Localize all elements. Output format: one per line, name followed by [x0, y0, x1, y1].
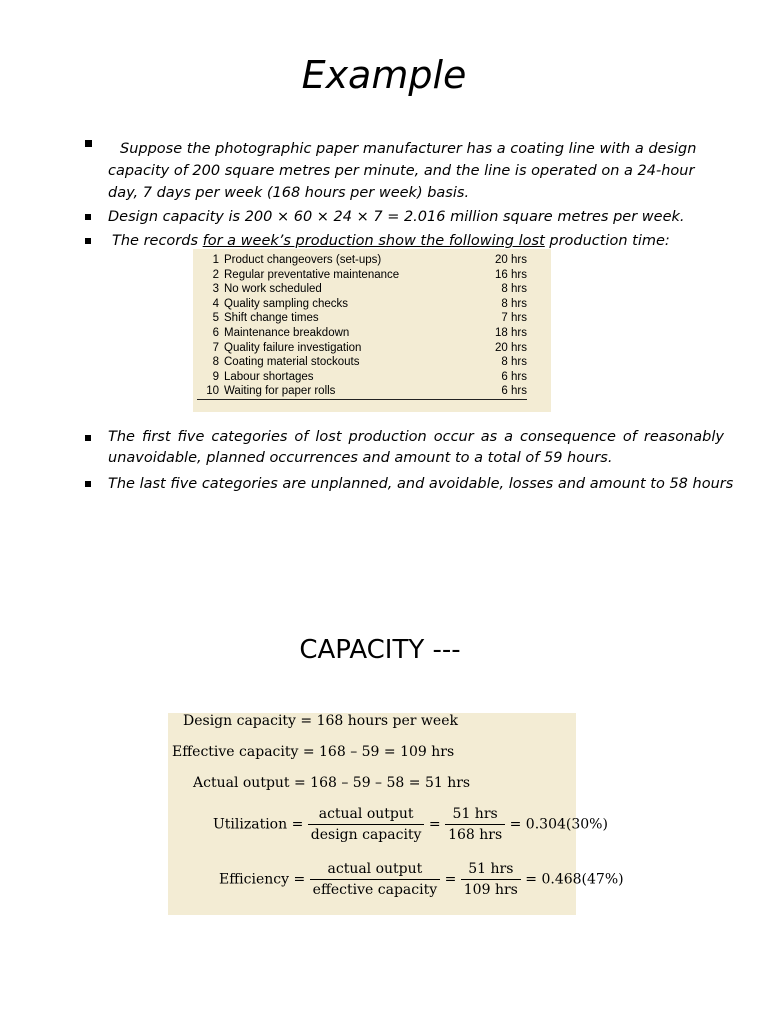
fraction-numerator: actual output: [308, 804, 425, 825]
row-number: 2: [212, 268, 219, 281]
capacity-formulas: [168, 713, 624, 915]
equals-sign: =: [444, 871, 457, 888]
efficiency-fraction-values: [461, 859, 521, 900]
row-hours: 6 hrs: [501, 385, 527, 398]
square-bullet-icon: [85, 214, 91, 220]
bullet-text: The records for a week’s production show the following lost production time:: [112, 233, 670, 249]
square-bullet-icon: [85, 435, 91, 441]
bullet-text: Design capacity is 200 × 60 × 24 × 7 = 2.016 million square metres per week.: [108, 209, 685, 225]
row-hours: 18 hrs: [495, 326, 527, 339]
row-hours: 7 hrs: [501, 312, 527, 325]
row-number: 5: [212, 312, 219, 325]
lost-time-row: [197, 268, 527, 283]
row-label: Waiting for paper rolls: [224, 385, 336, 398]
efficiency-fraction-words: [310, 859, 440, 900]
lost-time-row: [197, 311, 527, 326]
row-hours: 20 hrs: [495, 341, 527, 354]
row-label: Maintenance breakdown: [224, 326, 350, 339]
row-label: No work scheduled: [224, 283, 322, 296]
fraction-numerator: actual output: [310, 859, 440, 880]
lost-time-row: [197, 370, 527, 385]
bullet-item: [84, 206, 724, 228]
equals-sign: =: [428, 816, 441, 833]
utilization-fraction-values: [445, 804, 505, 845]
fraction-denominator: design capacity: [310, 827, 422, 843]
fraction-denominator: 168 hrs: [448, 827, 503, 843]
row-number: 8: [212, 356, 219, 369]
row-hours: 8 hrs: [501, 356, 527, 369]
lost-time-row: [197, 341, 527, 356]
analysis-bullet-list: [84, 427, 734, 495]
row-number: 1: [212, 254, 219, 266]
fraction-numerator: 51 hrs: [445, 804, 505, 825]
lost-time-row: [197, 355, 527, 370]
square-bullet-icon: [85, 238, 91, 244]
square-bullet-icon: [85, 140, 92, 147]
row-label: Coating material stockouts: [224, 356, 360, 369]
bullet-item: [84, 138, 724, 204]
actual-output-formula: Actual output = 168 – 59 – 58 = 51 hrs: [193, 775, 471, 791]
fraction-denominator: 109 hrs: [463, 882, 518, 898]
row-number: 7: [212, 341, 219, 354]
efficiency-result: = 0.468(47%): [525, 871, 624, 888]
lost-time-row: [197, 326, 527, 341]
effective-capacity-formula: Effective capacity = 168 – 59 = 109 hrs: [172, 744, 455, 760]
row-label: Quality sampling checks: [224, 297, 348, 310]
efficiency-label: Efficiency =: [219, 871, 306, 888]
row-number: 4: [212, 297, 219, 310]
design-capacity-formula: Design capacity = 168 hours per week: [183, 713, 458, 729]
row-label: Shift change times: [224, 312, 319, 325]
bullet-text: Suppose the photographic paper manufacturer has a coating line with a design capacity of 200 square metres per minute, and the line is operated on a 24-hour day, 7 days per week (168 hours per week) basis.: [108, 141, 697, 201]
bullet-item: [84, 427, 724, 469]
lost-time-row: [197, 297, 527, 312]
row-hours: 8 hrs: [501, 283, 527, 296]
row-number: 10: [206, 385, 219, 398]
row-label: Regular preventative maintenance: [224, 268, 400, 281]
slide-title: Example: [301, 53, 467, 97]
fraction-denominator: effective capacity: [312, 882, 438, 898]
utilization-result: = 0.304(30%): [509, 816, 608, 833]
capacity-heading: CAPACITY ---: [299, 635, 461, 665]
row-label: Labour shortages: [224, 370, 314, 383]
lost-time-row: [197, 253, 527, 268]
row-number: 6: [212, 326, 219, 339]
bullet-text: The last five categories are unplanned, and avoidable, losses and amount to 58 hours: [108, 476, 734, 492]
row-label: Product changeovers (set-ups): [224, 254, 382, 266]
square-bullet-icon: [85, 481, 91, 487]
utilization-fraction-words: [308, 804, 425, 845]
lost-production-table: [193, 249, 551, 412]
row-hours: 8 hrs: [501, 297, 527, 310]
row-hours: 20 hrs: [495, 254, 527, 266]
intro-bullet-list: [84, 138, 724, 252]
utilization-label: Utilization =: [213, 816, 304, 833]
row-number: 3: [212, 283, 219, 296]
lost-time-row: [197, 282, 527, 297]
bullet-item: [84, 473, 734, 495]
fraction-numerator: 51 hrs: [461, 859, 521, 880]
bullet-text: The first five categories of lost production occur as a consequence of reasonably unavoidable, planned occurrences and amount to a total of 59 hours.: [108, 429, 724, 466]
utilization-formula: [213, 804, 608, 845]
row-hours: 6 hrs: [501, 370, 527, 383]
row-label: Quality failure investigation: [224, 341, 362, 354]
row-number: 9: [212, 370, 219, 383]
efficiency-formula: [219, 859, 624, 900]
row-hours: 16 hrs: [495, 268, 527, 281]
lost-time-row: [197, 384, 527, 399]
lost-time-table: [197, 253, 527, 400]
